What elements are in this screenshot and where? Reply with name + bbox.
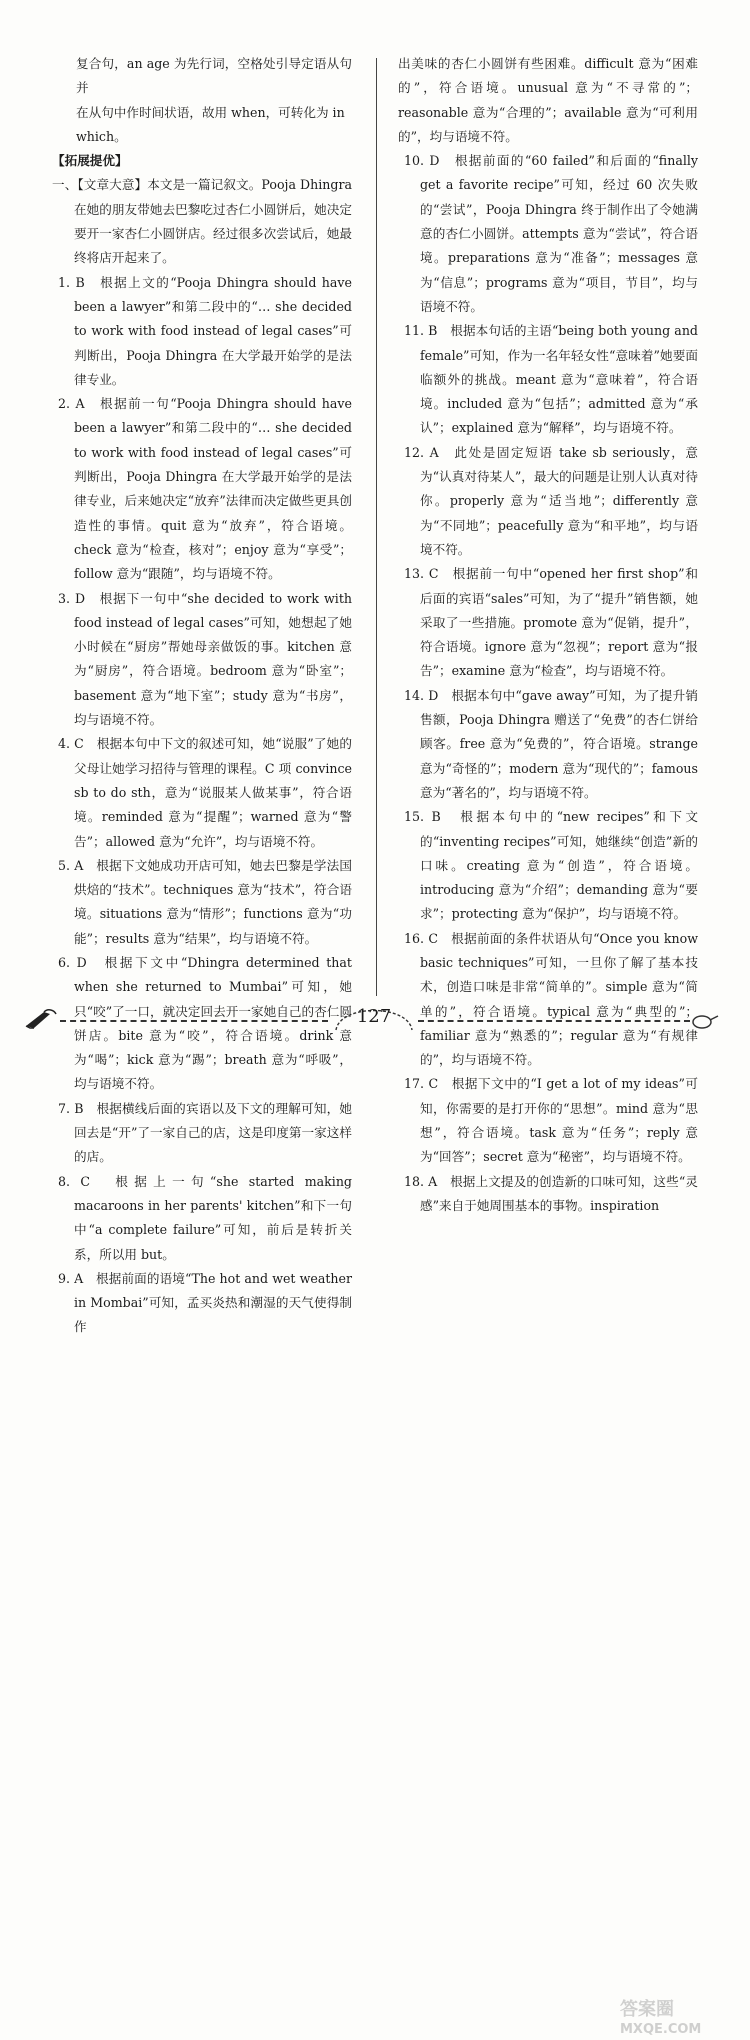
pen-icon	[24, 1008, 58, 1034]
answer-item: 16. C 根据前面的条件状语从句“Once you know basic techniques”可知，一旦你了解了基本技术，创造口味是非常“简单的”。simple 意为“简单的”，符合语境。typical 意为“典型的”；familiar 意为“熟悉的”；regular 意为“有规律的”，均与语境不符。	[404, 930, 698, 1068]
answer-item: 11. B 根据本句话的主语“being both young and female”可知，作为一名年轻女性“意味着”她要面临额外的挑战。meant 意为“意味着”，符合语境。included 意为“包括”；admitted 意为“承认”；explained 意为“解释”，均与语境不符。	[404, 323, 698, 436]
intro-line: 在从句中作时间状语，故用 when，可转化为 in	[76, 104, 345, 120]
footer-dash-left	[60, 1020, 328, 1022]
answer-item: 10. D 根据前面的“60 failed”和后面的“finally get a favorite recipe”可知，经过 60 次失败的“尝试”，Pooja Dhingra 终于制作出了令她满意的杏仁小圆饼。attempts 意为“尝试”，符合语境。preparations 意为“准备”；messages 意为“信息”；programs 意为“项目，节目”，均与语境不符。	[404, 153, 698, 314]
intro-line: 复合句，an age 为先行词，空格处引导定语从句并	[76, 56, 352, 96]
watermark-line: 答案圈	[620, 1999, 674, 2020]
answer-item: 17. C 根据下文中的“I get a lot of my ideas”可知，你需要的是打开你的“思想”。mind 意为“思想”，符合语境。task 意为“任务”；reply 意为“回答”；secret 意为“秘密”，均与语境不符。	[404, 1076, 698, 1165]
continued-text: 出美味的杏仁小圆饼有些困难。difficult 意为“困难的”，符合语境。unusual 意为“不寻常的”；reasonable 意为“合理的”；available 意为“可利用的”，均与语境不符。	[398, 56, 698, 144]
column-divider	[376, 58, 377, 996]
answer-item: 14. D 根据本句中“gave away”可知，为了提升销售额，Pooja Dhingra 赠送了“免费”的杏仁饼给顾客。free 意为“免费的”，符合语境。strange 意为“奇怪的”；modern 意为“现代的”；famous 意为“著名的”，均与语境不符。	[404, 687, 698, 800]
section-heading: 【拓展提优】	[52, 153, 128, 169]
section-intro: 一、【文章大意】本文是一篇记叙文。Pooja Dhingra 在她的朋友带她去巴黎吃过杏仁小圆饼后，她决定要开一家杏仁小圆饼店。经过很多次尝试后，她最终将店开起来了。	[52, 177, 352, 266]
answer-item: 9. A 根据前面的语境“The hot and wet weather in Mombai”可知，孟买炎热和潮湿的天气使得制作	[58, 1270, 352, 1335]
answer-item: 18. A 根据上文提及的创造新的口味可知，这些“灵感”来自于她周围基本的事物。inspiration	[404, 1173, 698, 1213]
watermark-line: MXQE.COM	[620, 2022, 702, 2037]
answer-item: 12. A 此处是固定短语 take sb seriously，意为“认真对待某人”，最大的问题是让别人认真对待你。properly 意为“适当地”；differently 意为“不同地”；peacefully 意为“和平地”，均与语境不符。	[404, 444, 698, 557]
answer-item: 8. C 根据上一句“she started making macaroons in her parents' kitchen”和下一句中“a complete failure”可知，前后是转折关系，所以用 but。	[58, 1173, 352, 1262]
answer-item: 4. C 根据本句中下文的叙述可知，她“说服”了她的父母让她学习招待与管理的课程。C 项 convince sb to do sth，意为“说服某人做某事”，符合语境。reminded 意为“提醒”；warned 意为“警告”；allowed 意为“允许”，均与语境不符。	[58, 736, 352, 849]
answer-item: 2. A 根据前一句“Pooja Dhingra should have been a lawyer”和第二段中的“… she decided to work with food instead of legal cases”可判断出，Pooja Dhingra 在大学最开始学的是法律专业，后来她决定“放弃”法律而决定做些更具创造性的事情。quit 意为“放弃”，符合语境。check 意为“检查，核对”；enjoy 意为“享受”；follow 意为“跟随”，均与语境不符。	[58, 396, 352, 582]
end-mark-icon	[690, 1010, 720, 1034]
watermark	[620, 2000, 701, 2040]
answer-item: 6. D 根据下文中“Dhingra determined that when she returned to Mumbai”可知，她只“咬”了一口，就决定回去开一家她自己的杏仁圆饼店。bite 意为“咬”，符合语境。drink 意为“喝”；kick 意为“踢”；breath 意为“呼吸”，均与语境不符。	[58, 954, 352, 1092]
answer-item: 13. C 根据前一句中“opened her first shop”和后面的宾语“sales”可知，为了“提升”销售额，她采取了一些措施。promote 意为“促销，提升”，符合语境。ignore 意为“忽视”；report 意为“报告”；examine 意为“检查”，均与语境不符。	[404, 566, 698, 679]
right-column	[398, 52, 698, 1218]
intro-line: which。	[76, 128, 127, 144]
answer-item: 7. B 根据横线后面的宾语以及下文的理解可知，她回去是“开”了一家自己的店，这是印度第一家这样的店。	[58, 1100, 352, 1165]
page-number: 127	[356, 1006, 392, 1027]
answer-item: 15. B 根据本句中的“new recipes”和下文的“inventing recipes”可知，她继续“创造”新的口味。creating 意为“创造”，符合语境。introducing 意为“介绍”；demanding 意为“要求”；protecting 意为“保护”，均与语境不符。	[404, 809, 698, 922]
answer-item: 5. A 根据下文她成功开店可知，她去巴黎是学法国烘焙的“技术”。techniques 意为“技术”，符合语境。situations 意为“情形”；functions 意为“功能”；results 意为“结果”，均与语境不符。	[58, 857, 352, 946]
footer-dash-right	[418, 1020, 690, 1022]
answer-item: 1. B 根据上文的“Pooja Dhingra should have been a lawyer”和第二段中的“… she decided to work with food instead of legal cases”可判断出，Pooja Dhingra 在大学最开始学的是法律专业。	[58, 274, 352, 387]
left-column	[52, 52, 352, 1340]
answer-item: 3. D 根据下一句中“she decided to work with food instead of legal cases”可知，她想起了她小时候在“厨房”帮她母亲做饭的事。kitchen 意为“厨房”，符合语境。bedroom 意为“卧室”；basement 意为“地下室”；study 意为“书房”，均与语境不符。	[58, 590, 352, 728]
